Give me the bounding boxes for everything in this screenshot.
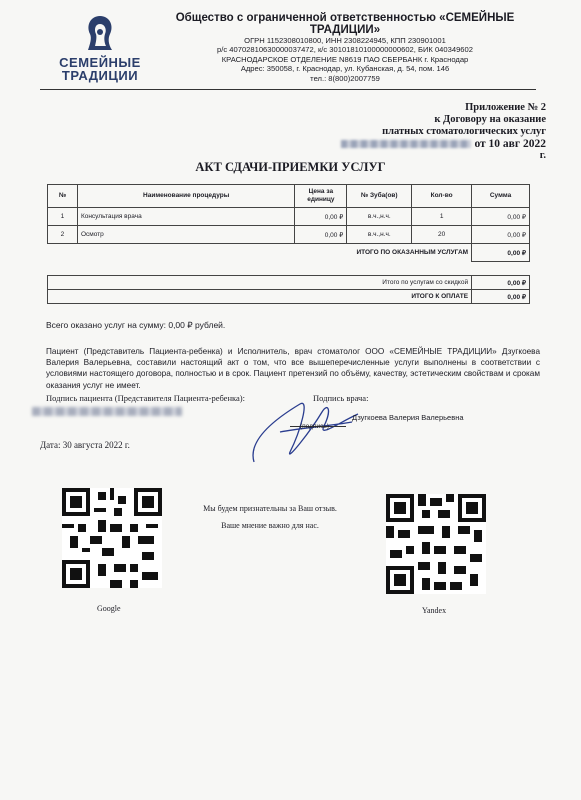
signature-caption: (подпись) <box>300 423 329 430</box>
unit-price: 0,00 ₽ <box>295 208 347 226</box>
appendix-year-suffix: г. <box>539 150 546 161</box>
column-header: № <box>48 185 78 208</box>
appendix-services: платных стоматологических услуг <box>382 126 546 137</box>
google-label: Google <box>97 604 121 613</box>
discount-row <box>48 276 530 290</box>
tooth-number: в.ч.,н.ч. <box>347 208 412 226</box>
logo-text-line1: СЕМЕЙНЫЕ <box>59 55 141 70</box>
discount-label: Итого по услугам со скидкой <box>48 276 472 290</box>
row-number: 1 <box>48 208 78 226</box>
appendix-block <box>341 102 546 162</box>
google-qr-code-icon[interactable] <box>62 488 162 588</box>
discount-value: 0,00 ₽ <box>472 276 530 290</box>
row-sum: 0,00 ₽ <box>472 208 530 226</box>
total-label: ИТОГО ПО ОКАЗАННЫМ УСЛУГАМ <box>48 244 472 262</box>
redacted-contract-number <box>341 140 471 148</box>
company-name: Общество с ограниченной ответственностью «СЕМЕЙНЫЕ ТРАДИЦИИ» <box>175 12 515 36</box>
company-logo <box>52 12 148 82</box>
row-sum: 0,00 ₽ <box>472 226 530 244</box>
act-title: АКТ СДАЧИ-ПРИЕМКИ УСЛУГ <box>195 160 386 174</box>
company-details <box>150 12 540 83</box>
table-row <box>48 226 530 244</box>
company-ogrn: ОГРН 1152308010800, ИНН 2308224945, КПП 230901001 <box>244 36 446 45</box>
company-branch: КРАСНОДАРСКОЕ ОТДЕЛЕНИЕ N8619 ПАО СБЕРБАНК г. Краснодар <box>221 54 469 64</box>
row-number: 2 <box>48 226 78 244</box>
total-row <box>48 244 530 262</box>
table-row <box>48 208 530 226</box>
act-statement: Пациент (Представитель Пациента-ребенка) и Исполнитель, врач стоматолог ООО «СЕМЕЙНЫЕ ТРАДИЦИИ» Дзугкоева Валерия Валерьевна, составили настоящий акт о том, что все вышеперечисленные услуги выполнены в соответствии с условиями настоящего договора, полностью и в срок. Пациент претензий по объёму, качеству, эстетическим свойствам и срокам оказания услуг не имеет. <box>46 347 540 390</box>
yandex-label: Yandex <box>422 606 447 615</box>
doctor-signature-label: Подпись врача: <box>313 393 369 403</box>
services-table <box>47 184 530 262</box>
act-date: Дата: 30 августа 2022 г. <box>40 440 130 450</box>
feedback-message <box>170 500 370 534</box>
appendix-contract: к Договору на оказание <box>434 114 546 125</box>
column-header: Сумма <box>472 185 530 208</box>
total-value: 0,00 ₽ <box>472 244 530 262</box>
patient-signature-label: Подпись пациента (Представителя Пациента-ребенка): <box>46 393 245 403</box>
tooth-number: в.ч.,н.ч. <box>347 226 412 244</box>
table-header-row <box>48 185 530 208</box>
payment-value: 0,00 ₽ <box>472 290 530 304</box>
procedure-name: Консультация врача <box>77 208 294 226</box>
company-bank: р/с 40702810630000037472, к/с 30101810100000000602, БИК 040349602 <box>217 45 473 55</box>
appendix-date: от 10 авг 2022 <box>474 138 546 150</box>
quantity: 20 <box>412 226 472 244</box>
company-phone: тел.: 8(800)2007759 <box>310 73 380 83</box>
doctor-signature-icon <box>240 392 370 472</box>
appendix-date-row <box>341 138 546 150</box>
yandex-qr-code-icon[interactable] <box>386 494 486 594</box>
column-header: Наименование процедуры <box>77 185 294 208</box>
header-divider <box>40 89 536 90</box>
quantity: 1 <box>412 208 472 226</box>
unit-price: 0,00 ₽ <box>295 226 347 244</box>
column-header: № Зуба(ов) <box>347 185 412 208</box>
procedure-name: Осмотр <box>77 226 294 244</box>
column-header: Кол-во <box>412 185 472 208</box>
payment-label: ИТОГО К ОПЛАТЕ <box>48 290 472 304</box>
company-address: Адрес: 350058, г. Краснодар, ул. Кубанская, д. 54, пом. 146 <box>240 64 450 74</box>
feedback-line1: Мы будем признательны за Ваш отзыв. <box>203 504 337 513</box>
logo-text-line2: ТРАДИЦИИ <box>61 68 139 83</box>
doctor-name: Дзугкоева Валерия Валерьевна <box>352 413 464 422</box>
services-summary: Всего оказано услуг на сумму: 0,00 ₽ рублей. <box>46 320 226 330</box>
column-header: Цена за единицу <box>295 185 347 208</box>
feedback-line2: Ваше мнение важно для нас. <box>221 521 319 530</box>
family-logo-icon <box>78 12 122 56</box>
totals-table <box>47 275 530 304</box>
redacted-patient-name <box>32 407 182 416</box>
payment-row <box>48 290 530 304</box>
appendix-number: Приложение № 2 <box>465 102 546 113</box>
